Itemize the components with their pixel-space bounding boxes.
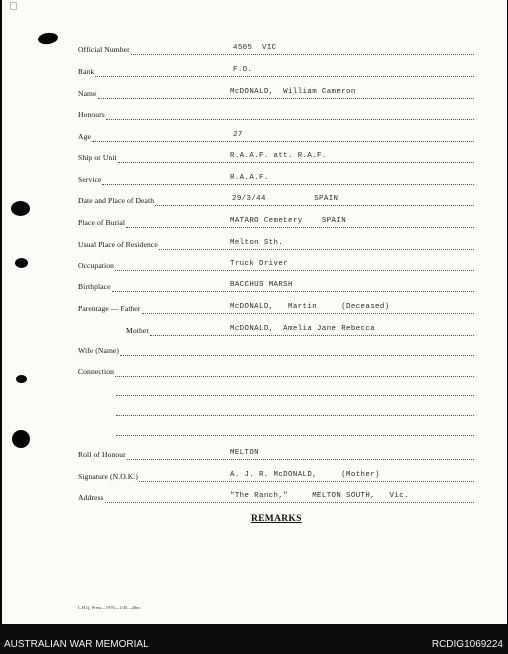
printer-imprint: L.H.Q. Press—1976—1/45—20m.: [78, 605, 141, 610]
row-residence: [2, 240, 507, 254]
dotted-line: [105, 502, 474, 503]
corner-mark: [10, 2, 17, 10]
label-address: Address: [78, 493, 104, 502]
dotted-line: [120, 355, 474, 356]
row-age: [2, 132, 507, 146]
dotted-line: [131, 54, 474, 55]
label-birthplace: Birthplace: [78, 282, 111, 291]
remarks-heading: REMARKS: [251, 514, 302, 524]
value-date-place-of-death: 29/3/44 SPAIN: [232, 195, 339, 203]
archive-footer: [0, 624, 508, 654]
value-father: McDONALD, Martin (Deceased): [230, 303, 390, 311]
casualty-form-page: [2, 0, 507, 624]
label-connection: Connection: [78, 367, 115, 376]
row-connection: [2, 367, 507, 381]
row-wife: [2, 346, 507, 360]
value-place-of-burial: MATARO Cemetery SPAIN: [230, 217, 347, 225]
binder-hole-1: [37, 32, 58, 46]
row-birthplace: [2, 282, 507, 296]
dotted-line: [118, 162, 474, 163]
row-address: [2, 493, 507, 507]
row-honours: [2, 110, 507, 124]
label-rank: Rank: [78, 67, 95, 76]
value-mother: McDONALD, Amelia Jane Rebecca: [230, 325, 376, 333]
row-father: [2, 304, 507, 318]
label-official-number: Official Number: [78, 45, 130, 54]
value-ship-or-unit: R.A.A.F. att. R.A.F.: [230, 152, 327, 160]
label-ship-or-unit: Ship or Unit: [78, 153, 117, 162]
row-mother: [2, 326, 507, 340]
connection-line-3: [116, 415, 474, 416]
row-service: [2, 175, 507, 189]
dotted-line: [102, 184, 474, 185]
value-roll-of-honour: MELTON: [230, 449, 260, 457]
value-residence: Melton Sth.: [230, 239, 284, 247]
row-rank: [2, 67, 507, 81]
label-name: Name: [78, 89, 97, 98]
binder-hole-5: [12, 430, 30, 448]
label-wife: Wife (Name): [78, 346, 120, 355]
value-age: 27: [233, 131, 243, 139]
label-occupation: Occupation: [78, 261, 115, 270]
value-occupation: Truck Driver: [230, 260, 289, 268]
row-roll-of-honour: [2, 450, 507, 464]
label-signature: Signature (N.O.K.): [78, 472, 139, 481]
value-rank: F.O.: [233, 66, 253, 74]
value-address: "The Ranch," MELTON SOUTH, Vic.: [230, 492, 409, 500]
dotted-line: [155, 205, 474, 206]
dotted-line: [95, 76, 474, 77]
row-signature: [2, 472, 507, 486]
value-name: McDONALD, William Cameron: [230, 88, 356, 96]
dotted-line: [150, 335, 474, 336]
label-residence: Usual Place of Residence: [78, 240, 158, 249]
value-official-number: 4505 VIC: [233, 44, 277, 52]
dotted-line: [92, 141, 474, 142]
dotted-line: [159, 249, 474, 250]
label-roll-of-honour: Roll of Honour: [78, 450, 126, 459]
row-place-of-burial: [2, 218, 507, 232]
dotted-line: [115, 270, 474, 271]
label-honours: Honours: [78, 110, 105, 119]
row-occupation: [2, 261, 507, 275]
label-service: Service: [78, 175, 102, 184]
footer-record-id: RCDIG1069224: [431, 639, 503, 650]
row-ship-or-unit: [2, 153, 507, 167]
dotted-line: [127, 459, 474, 460]
connection-line-2: [116, 395, 474, 396]
row-name: [2, 89, 507, 103]
label-place-of-burial: Place of Burial: [78, 218, 126, 227]
dotted-line: [142, 313, 474, 314]
dotted-line: [98, 98, 474, 99]
dotted-line: [112, 291, 474, 292]
row-official-number: [2, 45, 507, 59]
dotted-line: [126, 227, 474, 228]
row-date-place-of-death: [2, 196, 507, 210]
dotted-line: [139, 481, 474, 482]
label-father: Parentage — Father: [78, 304, 141, 313]
connection-line-4: [116, 435, 474, 436]
label-date-place-of-death: Date and Place of Death: [78, 196, 155, 205]
value-signature: A. J. R. McDONALD, (Mother): [230, 471, 380, 479]
footer-archive-name: AUSTRALIAN WAR MEMORIAL: [4, 639, 149, 650]
dotted-line: [115, 376, 474, 377]
value-service: R.A.A.F.: [230, 174, 269, 182]
label-mother: Mother: [126, 326, 149, 335]
label-age: Age: [78, 132, 91, 141]
value-birthplace: BACCHUS MARSH: [230, 281, 293, 289]
dotted-line: [106, 119, 474, 120]
